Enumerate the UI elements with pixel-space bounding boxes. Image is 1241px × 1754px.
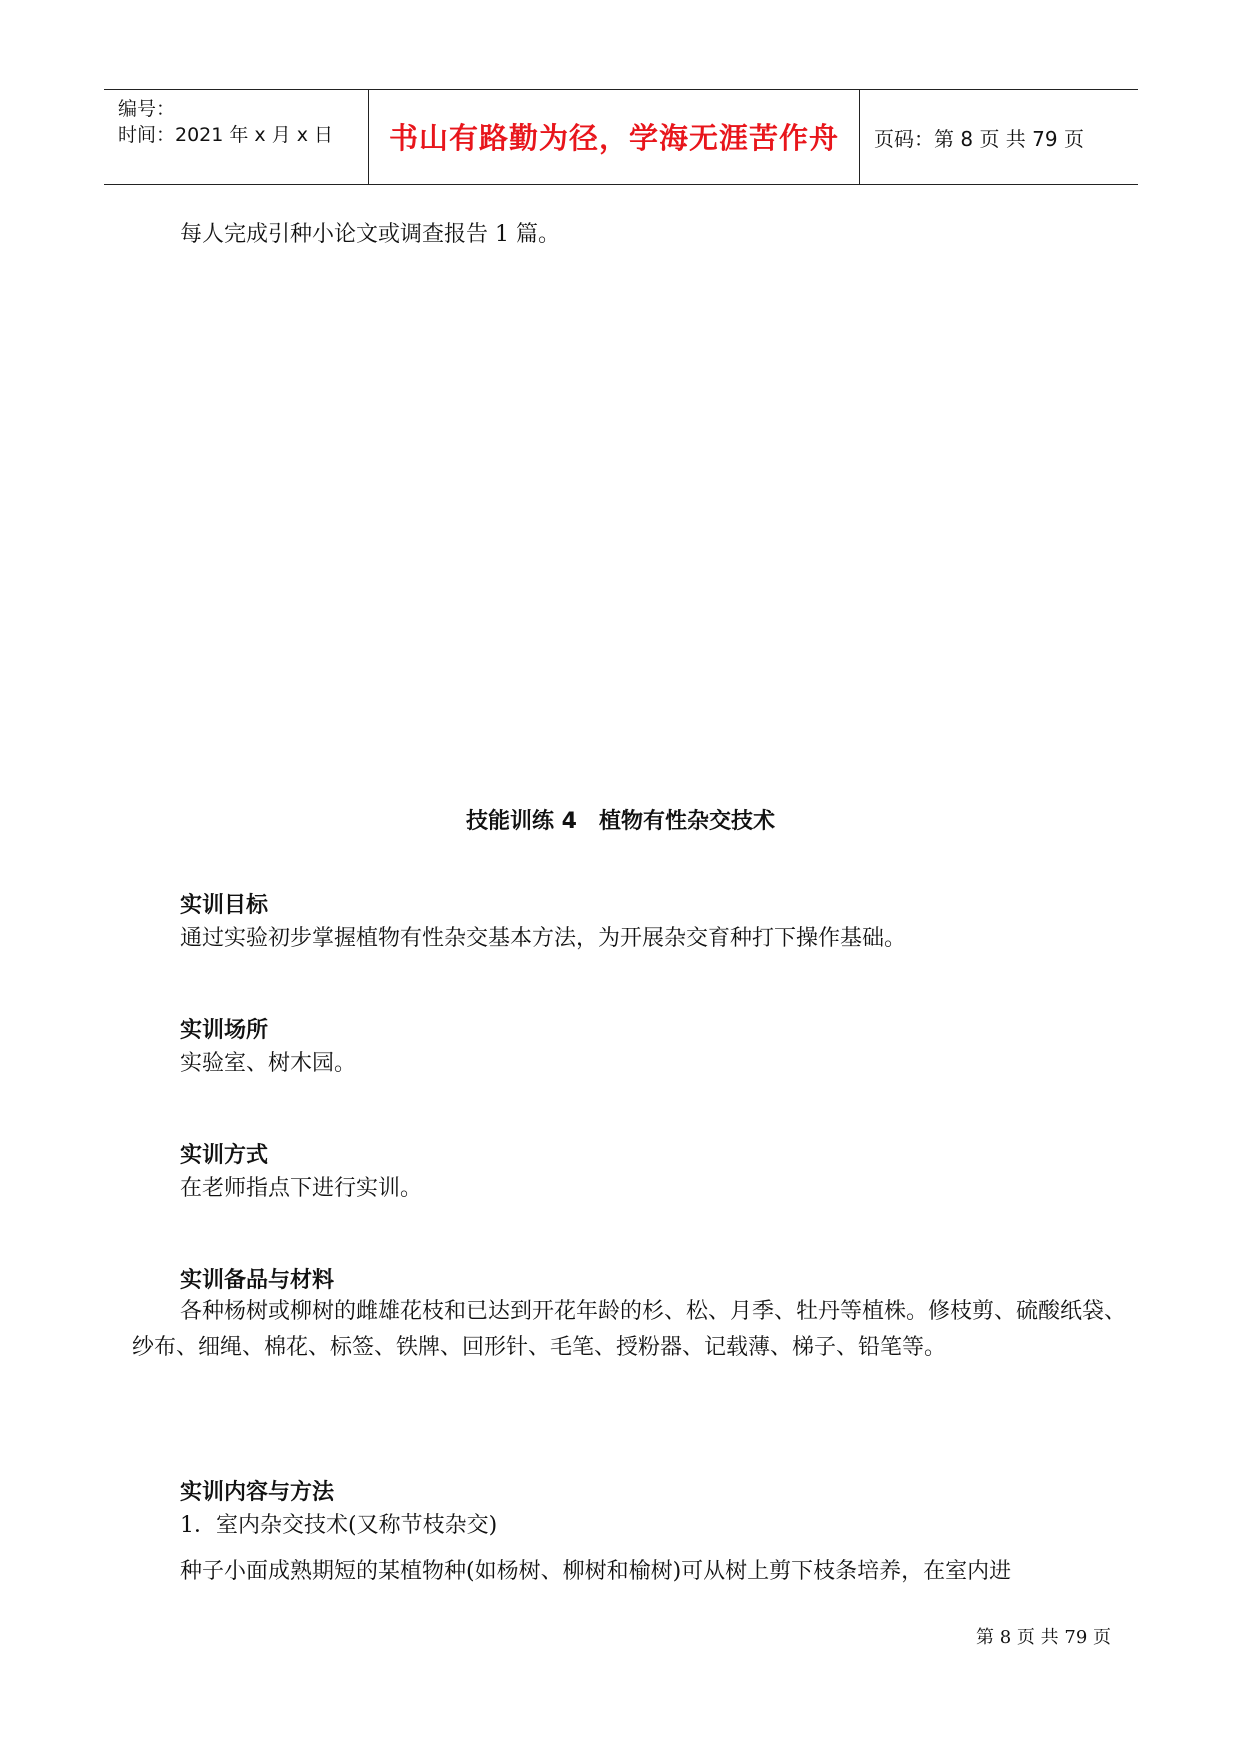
header-page-number: 页码：第 8 页 共 79 页 bbox=[874, 127, 1084, 151]
section-title: 技能训练 4 植物有性杂交技术 bbox=[466, 809, 775, 834]
header-page-cell bbox=[860, 90, 1138, 184]
document-code-label: 编号： bbox=[118, 98, 176, 120]
materials-heading: 实训备品与材料 bbox=[180, 1268, 335, 1293]
intro-paragraph: 每人完成引种小论文或调查报告 1 篇。 bbox=[180, 222, 560, 247]
method-heading: 实训方式 bbox=[180, 1143, 269, 1168]
content-heading: 实训内容与方法 bbox=[180, 1480, 335, 1505]
goal-text: 通过实验初步掌握植物有性杂交基本方法，为开展杂交育种打下操作基础。 bbox=[180, 926, 907, 951]
place-heading: 实训场所 bbox=[180, 1018, 269, 1043]
footer-page-number: 第 8 页 共 79 页 bbox=[976, 1627, 1111, 1648]
header-meta-cell bbox=[104, 90, 368, 184]
place-text: 实验室、树木园。 bbox=[180, 1051, 357, 1076]
content-item-1: 1．室内杂交技术(又称节枝杂交) bbox=[180, 1513, 498, 1538]
materials-text: 各种杨树或柳树的雌雄花枝和已达到开花年龄的杉、松、月季、牡丹等植株。修枝剪、硫酸纸袋、纱布、细绳、棉花、标签、铁牌、回形针、毛笔、授粉器、记载薄、梯子、铅笔等。 bbox=[132, 1299, 1127, 1360]
document-header bbox=[104, 89, 1138, 185]
header-motto-cell bbox=[368, 90, 860, 184]
document-time-label: 时间：2021 年 x 月 x 日 bbox=[118, 124, 334, 146]
method-text: 在老师指点下进行实训。 bbox=[180, 1176, 423, 1201]
goal-heading: 实训目标 bbox=[180, 893, 269, 918]
header-motto: 书山有路勤为径，学海无涯苦作舟 bbox=[388, 121, 839, 155]
content-text: 种子小面成熟期短的某植物种(如杨树、柳树和榆树)可从树上剪下枝条培养，在室内进 bbox=[180, 1559, 1012, 1584]
